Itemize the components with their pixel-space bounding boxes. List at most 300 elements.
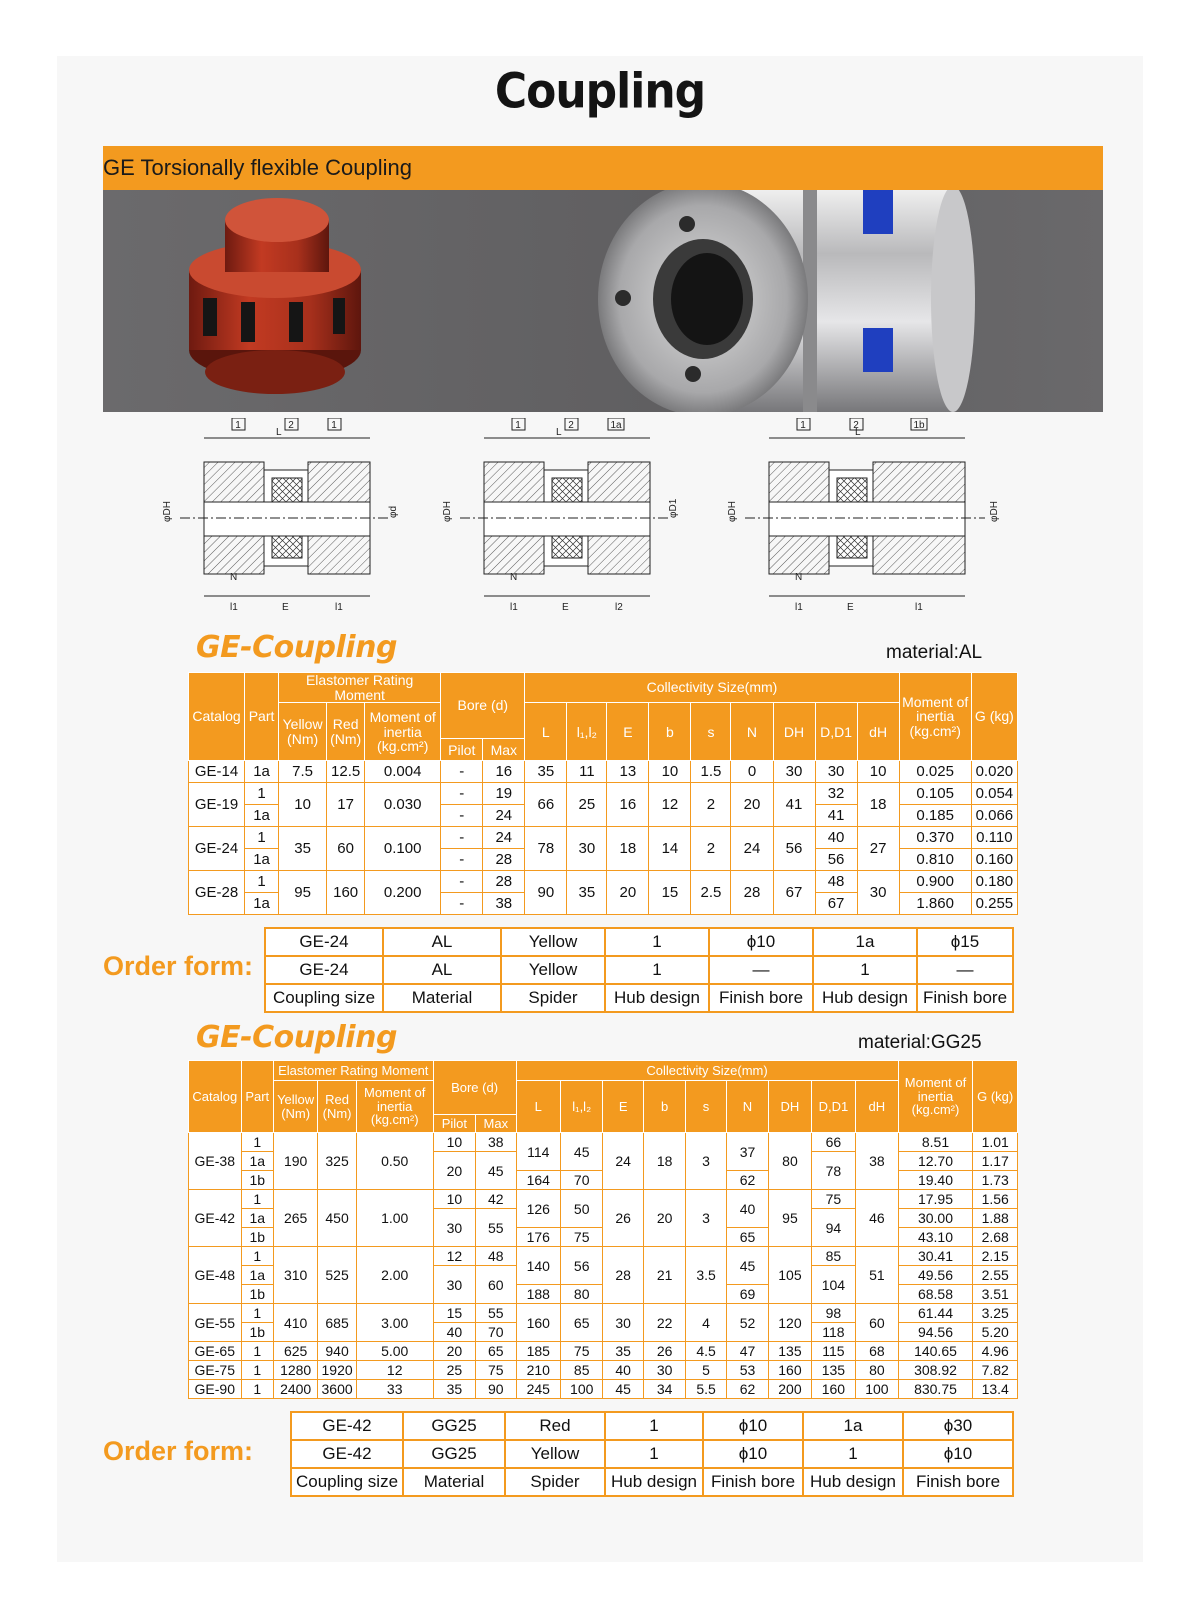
cell-G: 3.51 <box>973 1285 1018 1304</box>
cell-moi2: 61.44 <box>898 1304 973 1323</box>
cell-l: 100 <box>560 1380 602 1399</box>
cell-L: 188 <box>516 1285 560 1304</box>
section1-heading: GE-Coupling <box>196 630 397 665</box>
dim-l1a-3: l1 <box>795 602 803 613</box>
cell-pilot: - <box>441 849 483 871</box>
cell-catalog: GE-28 <box>189 871 245 915</box>
spec-table-gg25 <box>188 1060 1018 1399</box>
cell-G: 1.73 <box>973 1171 1018 1190</box>
cell-L: 114 <box>516 1133 560 1171</box>
cell-DH: 80 <box>769 1133 811 1190</box>
cell-catalog: GE-38 <box>189 1133 242 1190</box>
order-cell: 1 <box>605 956 709 984</box>
cell-max: 24 <box>483 827 525 849</box>
table-row <box>189 871 1018 893</box>
order-cell: Yellow <box>505 1440 605 1468</box>
cell-moi2: 0.370 <box>899 827 971 849</box>
cell-max: 38 <box>476 1133 516 1152</box>
cell-max: 45 <box>476 1152 516 1190</box>
th2-s: s <box>686 1081 726 1133</box>
cell-pilot: - <box>441 893 483 915</box>
cell-DH: 41 <box>773 783 815 827</box>
cell-max: 48 <box>476 1247 516 1266</box>
cell-pilot: 15 <box>433 1304 475 1323</box>
order-cell: Yellow <box>501 956 605 984</box>
cell-D: 32 <box>815 783 857 805</box>
cell-G: 0.066 <box>971 805 1017 827</box>
cell-moi2: 308.92 <box>898 1361 973 1380</box>
cell-D: 85 <box>811 1247 855 1266</box>
order-cell: Hub design <box>803 1468 903 1496</box>
order-cell: GE-24 <box>265 956 383 984</box>
th-l1l2: l₁,l₂ <box>567 703 607 761</box>
drawing-type-2 <box>442 418 679 613</box>
cell-E: 45 <box>603 1380 643 1399</box>
callout-2: 2 <box>288 420 294 431</box>
order-cell: — <box>917 956 1013 984</box>
cell-N: 40 <box>726 1190 768 1228</box>
cell-moi2: 19.40 <box>898 1171 973 1190</box>
cell-l: 56 <box>560 1247 602 1285</box>
cell-pilot: 30 <box>433 1266 475 1304</box>
cell-s: 5.5 <box>686 1380 726 1399</box>
th2-moi2: Moment of inertia (kg.cm²) <box>898 1061 973 1133</box>
order-cell: ϕ10 <box>903 1440 1013 1468</box>
cell-D: 30 <box>815 761 857 783</box>
cell-L: 78 <box>525 827 567 871</box>
cell-N: 53 <box>726 1361 768 1380</box>
order-form-2 <box>290 1411 1014 1497</box>
cell-G: 1.17 <box>973 1152 1018 1171</box>
cell-moi2: 94.56 <box>898 1323 973 1342</box>
dim-l1-2: l1 <box>510 602 518 613</box>
cell-part: 1 <box>241 1247 273 1266</box>
cell-DH: 200 <box>769 1380 811 1399</box>
dim-DH-2: φDH <box>442 501 453 522</box>
cell-yellow: 1280 <box>273 1361 317 1380</box>
dim-N-1: N <box>230 572 238 583</box>
callout-8: 2 <box>853 420 859 431</box>
cell-max: 38 <box>483 893 525 915</box>
cell-G: 1.88 <box>973 1209 1018 1228</box>
th-N: N <box>731 703 773 761</box>
cell-DH: 30 <box>773 761 815 783</box>
dim-L-1: L <box>276 427 282 438</box>
cell-moi2: 0.025 <box>899 761 971 783</box>
cell-G: 7.82 <box>973 1361 1018 1380</box>
cell-dH: 46 <box>856 1190 898 1247</box>
cell-yellow: 10 <box>279 783 327 827</box>
cell-L: 35 <box>525 761 567 783</box>
cell-moi2: 30.00 <box>898 1209 973 1228</box>
order-cell: Red <box>505 1412 605 1440</box>
drawing-type-3 <box>727 418 1000 613</box>
section2-heading: GE-Coupling <box>196 1020 397 1055</box>
cell-red: 450 <box>318 1190 356 1247</box>
cell-D: 98 <box>811 1304 855 1323</box>
technical-drawings <box>160 418 1040 630</box>
cell-DH: 95 <box>769 1190 811 1247</box>
cell-max: 55 <box>476 1304 516 1323</box>
cell-pilot: - <box>441 871 483 893</box>
spec-table-gg25-body <box>189 1133 1018 1399</box>
callout-1: 1 <box>235 420 241 431</box>
cell-b: 34 <box>643 1380 685 1399</box>
th2-N: N <box>726 1081 768 1133</box>
cell-DH: 120 <box>769 1304 811 1342</box>
cell-L: 245 <box>516 1380 560 1399</box>
cell-part: 1a <box>241 1209 273 1228</box>
cell-dH: 80 <box>856 1361 898 1380</box>
cell-G: 13.4 <box>973 1380 1018 1399</box>
cell-E: 18 <box>607 827 649 871</box>
order-cell: Finish bore <box>709 984 813 1012</box>
order-row <box>265 928 1013 956</box>
cell-part: 1 <box>245 871 279 893</box>
cell-D: 56 <box>815 849 857 871</box>
cell-moi: 0.004 <box>365 761 441 783</box>
th-b: b <box>649 703 691 761</box>
table-row <box>189 761 1018 783</box>
th-part: Part <box>245 673 279 761</box>
cell-s: 4.5 <box>686 1342 726 1361</box>
order-cell: 1 <box>605 1412 703 1440</box>
order-cell: Yellow <box>501 928 605 956</box>
cell-L: 185 <box>516 1342 560 1361</box>
order-row <box>265 956 1013 984</box>
table-row <box>189 783 1018 805</box>
cell-moi: 0.100 <box>365 827 441 871</box>
table-row <box>189 1361 1018 1380</box>
cell-D: 118 <box>811 1323 855 1342</box>
cell-D: 78 <box>811 1152 855 1190</box>
cell-yellow: 190 <box>273 1133 317 1190</box>
th2-catalog: Catalog <box>189 1061 242 1133</box>
cell-N: 65 <box>726 1228 768 1247</box>
cell-red: 60 <box>327 827 365 871</box>
dim-l1b-1: l1 <box>335 602 343 613</box>
cell-catalog: GE-48 <box>189 1247 242 1304</box>
cell-moi2: 0.900 <box>899 871 971 893</box>
cell-L: 210 <box>516 1361 560 1380</box>
cell-part: 1a <box>245 805 279 827</box>
product-photo <box>103 190 1103 412</box>
dim-D1-2: φD1 <box>668 498 679 518</box>
cell-max: 90 <box>476 1380 516 1399</box>
order-cell: ϕ10 <box>709 928 813 956</box>
cell-D: 48 <box>815 871 857 893</box>
cell-l: 45 <box>560 1133 602 1171</box>
th-elastomer: Elastomer Rating Moment <box>279 673 441 703</box>
dim-E-1: E <box>282 602 289 613</box>
cell-moi2: 8.51 <box>898 1133 973 1152</box>
order-cell: Spider <box>505 1468 605 1496</box>
cell-catalog: GE-75 <box>189 1361 242 1380</box>
cell-G: 0.180 <box>971 871 1017 893</box>
th2-E: E <box>603 1081 643 1133</box>
cell-yellow: 7.5 <box>279 761 327 783</box>
cell-part: 1 <box>245 827 279 849</box>
cell-D: 94 <box>811 1209 855 1247</box>
th2-dH: dH <box>856 1081 898 1133</box>
cell-catalog: GE-55 <box>189 1304 242 1342</box>
cell-yellow: 35 <box>279 827 327 871</box>
cell-G: 0.110 <box>971 827 1017 849</box>
cell-L: 176 <box>516 1228 560 1247</box>
cell-G: 3.25 <box>973 1304 1018 1323</box>
cell-red: 325 <box>318 1133 356 1190</box>
cell-moi: 3.00 <box>356 1304 433 1342</box>
cell-pilot: 40 <box>433 1323 475 1342</box>
cell-E: 35 <box>603 1342 643 1361</box>
cell-L: 90 <box>525 871 567 915</box>
cell-l: 75 <box>560 1342 602 1361</box>
dim-DH-1: φDH <box>162 501 173 522</box>
cell-part: 1a <box>245 849 279 871</box>
cell-part: 1a <box>241 1266 273 1285</box>
th-max: Max <box>483 739 525 761</box>
dim-l1a-1: l1 <box>230 602 238 613</box>
cell-part: 1 <box>241 1133 273 1152</box>
order-cell: ϕ10 <box>703 1412 803 1440</box>
cell-moi: 0.030 <box>365 783 441 827</box>
dim-N-3: N <box>795 572 803 583</box>
cell-G: 2.68 <box>973 1228 1018 1247</box>
cell-L: 126 <box>516 1190 560 1228</box>
cell-part: 1b <box>241 1323 273 1342</box>
order-cell: Coupling size <box>291 1468 403 1496</box>
order-form-1 <box>264 927 1014 1013</box>
th-DH: DH <box>773 703 815 761</box>
cell-pilot: - <box>441 827 483 849</box>
order-cell: Material <box>403 1468 505 1496</box>
cell-D: 66 <box>811 1133 855 1152</box>
cell-D: 104 <box>811 1266 855 1304</box>
th-moi: Moment of inertia (kg.cm²) <box>365 703 441 761</box>
cell-N: 45 <box>726 1247 768 1285</box>
order-cell: GE-42 <box>291 1412 403 1440</box>
th-s: s <box>691 703 731 761</box>
cell-max: 16 <box>483 761 525 783</box>
cell-b: 10 <box>649 761 691 783</box>
table-row <box>189 827 1018 849</box>
cell-D: 67 <box>815 893 857 915</box>
cell-dH: 60 <box>856 1304 898 1342</box>
th2-bore: Bore (d) <box>433 1061 516 1115</box>
cell-moi2: 12.70 <box>898 1152 973 1171</box>
cell-part: 1a <box>245 893 279 915</box>
cell-l: 80 <box>560 1285 602 1304</box>
cell-moi2: 0.105 <box>899 783 971 805</box>
cell-D: 115 <box>811 1342 855 1361</box>
order-cell: ϕ15 <box>917 928 1013 956</box>
cell-L: 140 <box>516 1247 560 1285</box>
cell-N: 62 <box>726 1380 768 1399</box>
cell-DH: 160 <box>769 1361 811 1380</box>
cell-DH: 56 <box>773 827 815 871</box>
cell-L: 66 <box>525 783 567 827</box>
th-catalog: Catalog <box>189 673 245 761</box>
cell-D: 40 <box>815 827 857 849</box>
cell-max: 55 <box>476 1209 516 1247</box>
cell-red: 1920 <box>318 1361 356 1380</box>
dim-E-2: E <box>562 602 569 613</box>
page-title: Coupling <box>494 63 706 120</box>
spec-table-al-body <box>189 761 1018 915</box>
cell-moi2: 0.185 <box>899 805 971 827</box>
cell-max: 24 <box>483 805 525 827</box>
cell-dH: 18 <box>857 783 899 827</box>
cell-pilot: - <box>441 761 483 783</box>
cell-catalog: GE-90 <box>189 1380 242 1399</box>
cell-moi2: 68.58 <box>898 1285 973 1304</box>
cell-yellow: 95 <box>279 871 327 915</box>
cell-dH: 38 <box>856 1133 898 1190</box>
cell-N: 20 <box>731 783 773 827</box>
dim-E-3: E <box>847 602 854 613</box>
cell-b: 20 <box>643 1190 685 1247</box>
order-row <box>291 1412 1013 1440</box>
cell-b: 30 <box>643 1361 685 1380</box>
cell-moi: 33 <box>356 1380 433 1399</box>
cell-yellow: 2400 <box>273 1380 317 1399</box>
cell-s: 5 <box>686 1361 726 1380</box>
cell-max: 60 <box>476 1266 516 1304</box>
cell-b: 21 <box>643 1247 685 1304</box>
drawing-type-1 <box>162 418 399 613</box>
cell-l: 50 <box>560 1190 602 1228</box>
cell-E: 20 <box>607 871 649 915</box>
cell-max: 42 <box>476 1190 516 1209</box>
cell-pilot: 12 <box>433 1247 475 1266</box>
th2-elastomer: Elastomer Rating Moment <box>273 1061 433 1081</box>
cell-s: 2 <box>691 783 731 827</box>
table-row <box>189 1342 1018 1361</box>
cell-max: 75 <box>476 1361 516 1380</box>
cell-moi2: 830.75 <box>898 1380 973 1399</box>
cell-red: 12.5 <box>327 761 365 783</box>
th2-G: G (kg) <box>973 1061 1018 1133</box>
cell-pilot: 35 <box>433 1380 475 1399</box>
cell-red: 17 <box>327 783 365 827</box>
metal-coupling-image <box>598 190 975 412</box>
dim-L-2: L <box>556 427 562 438</box>
cell-l: 70 <box>560 1171 602 1190</box>
cell-s: 1.5 <box>691 761 731 783</box>
cell-max: 28 <box>483 849 525 871</box>
order-form-label-1: Order form: <box>103 951 254 981</box>
cell-s: 3 <box>686 1190 726 1247</box>
cell-pilot: - <box>441 805 483 827</box>
cell-dH: 51 <box>856 1247 898 1304</box>
cell-b: 22 <box>643 1304 685 1342</box>
cell-L: 164 <box>516 1171 560 1190</box>
section-banner <box>103 146 1103 190</box>
th-DD1: D,D1 <box>815 703 857 761</box>
order-cell: — <box>709 956 813 984</box>
cell-G: 0.020 <box>971 761 1017 783</box>
cell-moi2: 43.10 <box>898 1228 973 1247</box>
cell-red: 525 <box>318 1247 356 1304</box>
cell-N: 0 <box>731 761 773 783</box>
cell-moi: 0.200 <box>365 871 441 915</box>
table-row <box>189 1380 1018 1399</box>
th2-moi: Moment of inertia (kg.cm²) <box>356 1081 433 1133</box>
th-G: G (kg) <box>971 673 1017 761</box>
cell-N: 47 <box>726 1342 768 1361</box>
th-pilot: Pilot <box>441 739 483 761</box>
cell-N: 37 <box>726 1133 768 1171</box>
order-cell: Finish bore <box>703 1468 803 1496</box>
th-E: E <box>607 703 649 761</box>
cell-dH: 30 <box>857 871 899 915</box>
cell-N: 62 <box>726 1171 768 1190</box>
order-form-label-2: Order form: <box>103 1436 254 1466</box>
order-cell: GG25 <box>403 1440 505 1468</box>
cell-N: 24 <box>731 827 773 871</box>
cell-l: 30 <box>567 827 607 871</box>
cell-dH: 68 <box>856 1342 898 1361</box>
th2-DH: DH <box>769 1081 811 1133</box>
cell-max: 65 <box>476 1342 516 1361</box>
cell-part: 1b <box>241 1285 273 1304</box>
cell-l: 11 <box>567 761 607 783</box>
th-L: L <box>525 703 567 761</box>
cell-pilot: 25 <box>433 1361 475 1380</box>
callout-7: 1 <box>800 420 806 431</box>
cell-G: 1.56 <box>973 1190 1018 1209</box>
order-cell: 1 <box>813 956 917 984</box>
th-collectivity: Collectivity Size(mm) <box>525 673 899 703</box>
th2-L: L <box>516 1081 560 1133</box>
cell-L: 160 <box>516 1304 560 1342</box>
table-row <box>189 1133 1018 1152</box>
cell-pilot: 10 <box>433 1190 475 1209</box>
cell-b: 18 <box>643 1133 685 1190</box>
cell-s: 4 <box>686 1304 726 1342</box>
order-cell: Finish bore <box>903 1468 1013 1496</box>
cell-yellow: 410 <box>273 1304 317 1342</box>
dim-l1b-3: l1 <box>915 602 923 613</box>
coupling-photos <box>103 190 1103 412</box>
cell-catalog: GE-14 <box>189 761 245 783</box>
cell-D: 135 <box>811 1361 855 1380</box>
cell-E: 40 <box>603 1361 643 1380</box>
order-cell: Hub design <box>605 984 709 1012</box>
cell-moi: 1.00 <box>356 1190 433 1247</box>
dim-DH-3b: φDH <box>989 501 1000 522</box>
red-coupling-image <box>189 198 361 394</box>
cell-moi: 12 <box>356 1361 433 1380</box>
cell-catalog: GE-65 <box>189 1342 242 1361</box>
order-cell: AL <box>383 956 501 984</box>
cell-part: 1 <box>241 1380 273 1399</box>
cell-moi2: 17.95 <box>898 1190 973 1209</box>
cell-dH: 27 <box>857 827 899 871</box>
cell-pilot: 20 <box>433 1342 475 1361</box>
cell-l: 75 <box>560 1228 602 1247</box>
cell-b: 12 <box>649 783 691 827</box>
cell-moi: 0.50 <box>356 1133 433 1190</box>
section2-material: material:GG25 <box>858 1032 982 1053</box>
callout-4: 1 <box>515 420 521 431</box>
cell-s: 2 <box>691 827 731 871</box>
th-yellow: Yellow (Nm) <box>279 703 327 761</box>
dim-d-1: φd <box>388 505 399 518</box>
banner-title: GE Torsionally flexible Coupling <box>103 155 412 180</box>
cell-pilot: 20 <box>433 1152 475 1190</box>
th2-DD1: D,D1 <box>811 1081 855 1133</box>
